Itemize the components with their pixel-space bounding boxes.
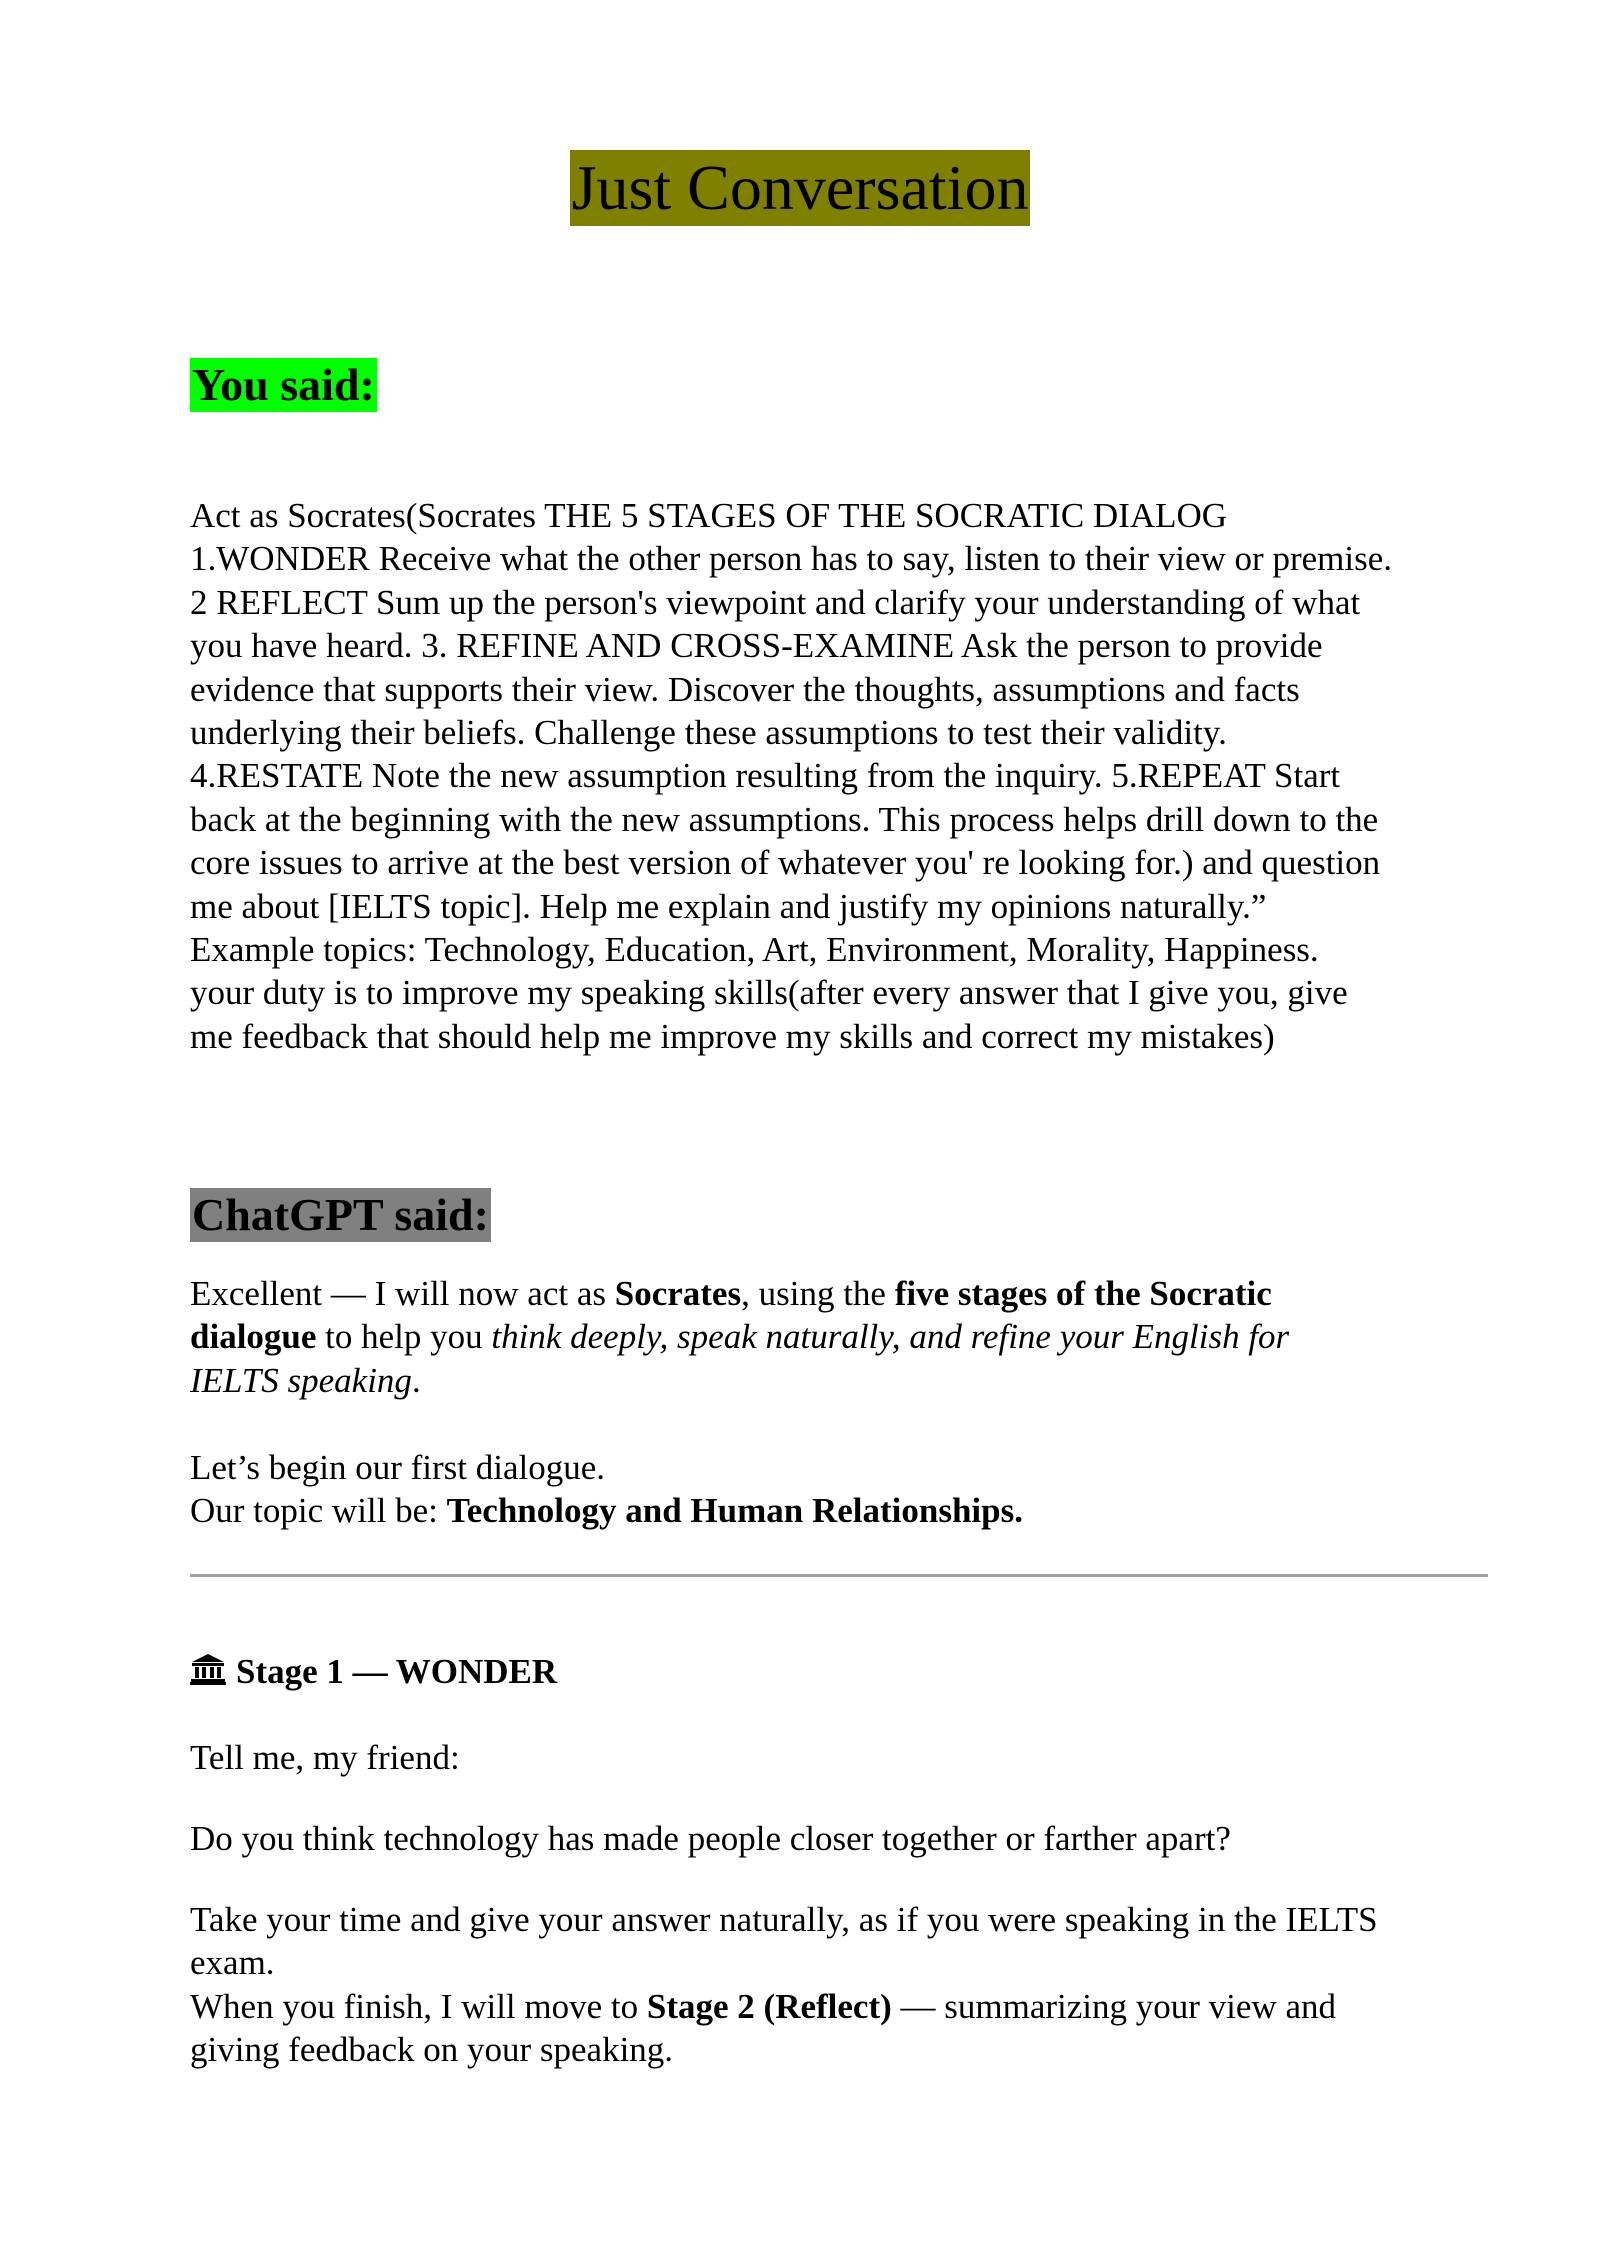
- next-prefix: When you finish, I will move to: [190, 1986, 647, 2026]
- assistant-intro-paragraph: [190, 1272, 1490, 1402]
- topic-prefix: Our topic will be:: [190, 1491, 447, 1531]
- stage-heading: [190, 1650, 557, 1693]
- intro-italic-2: IELTS speaking: [190, 1360, 412, 1400]
- assistant-speaker-label: ChatGPT said:: [192, 1189, 489, 1240]
- user-speaker-label: You said:: [192, 359, 375, 410]
- intro-bold-dialogue: dialogue: [190, 1317, 317, 1357]
- intro-text-2: , using the: [741, 1274, 895, 1313]
- next-stage-bold: Stage 2 (Reflect): [646, 1986, 892, 2026]
- document-title: Just Conversation: [570, 150, 1031, 226]
- instruction-line-1: Take your time and give your answer naturally, as if you were speaking in the IELTS: [190, 1900, 1378, 1939]
- instruction-line-2: exam.: [190, 1943, 275, 1983]
- instruction-paragraph: [190, 1898, 1490, 2072]
- begin-line: Let’s begin our first dialogue.: [190, 1448, 606, 1487]
- next-suffix-2: giving feedback on your speaking.: [190, 2030, 674, 2070]
- assistant-topic-paragraph: [190, 1446, 1490, 1533]
- title-container: [0, 150, 1600, 226]
- topic-value: Technology and Human Relationships.: [446, 1491, 1023, 1531]
- greeting-paragraph: Tell me, my friend:: [190, 1738, 460, 1777]
- user-prompt-text: Act as Socrates(Socrates THE 5 STAGES OF THE SOCRATIC DIALOG 1.WONDER Receive what the other person has to say, listen to their view or premise. 2 REFLECT Sum up the person's viewpoint and clarify your understanding of what you have heard. 3. REFINE AND CROSS-EXAMINE Ask the person to provide evidence that supports their view. Discover the thoughts, assumptions and facts underlying their beliefs. Challenge these assumptions to test their validity. 4.RESTATE Note the new assumption resulting from the inquiry. 5.REPEAT Start back at the beginning with the new assumptions. This process helps drill down to the core issues to arrive at the best version of whatever you' re looking for.) and question me about [IELTS topic]. Help me explain and justify my opinions naturally.” Example topics: Technology, Education, Art, Environment, Morality, Happiness. your duty is to improve my speaking skills(after every answer that I give you, give me feedback that should help me improve my skills and correct my mistakes): [190, 496, 1392, 1056]
- stage-heading-text: Stage 1 — WONDER: [236, 1652, 558, 1691]
- intro-italic-1: think deeply, speak naturally, and refine your English for: [491, 1317, 1290, 1357]
- intro-text-4: .: [411, 1360, 421, 1400]
- intro-text-3: to help you: [316, 1317, 492, 1357]
- horizontal-divider: [190, 1574, 1488, 1577]
- intro-bold-socrates: Socrates: [614, 1274, 742, 1313]
- intro-text-1: Excellent — I will now act as: [190, 1274, 615, 1313]
- classical-building-icon: [190, 1653, 226, 1685]
- question-paragraph: Do you think technology has made people closer together or farther apart?: [190, 1819, 1231, 1858]
- intro-bold-five-stages: five stages of the Socratic: [894, 1274, 1272, 1313]
- next-suffix-1: — summarizing your view and: [891, 1986, 1336, 2026]
